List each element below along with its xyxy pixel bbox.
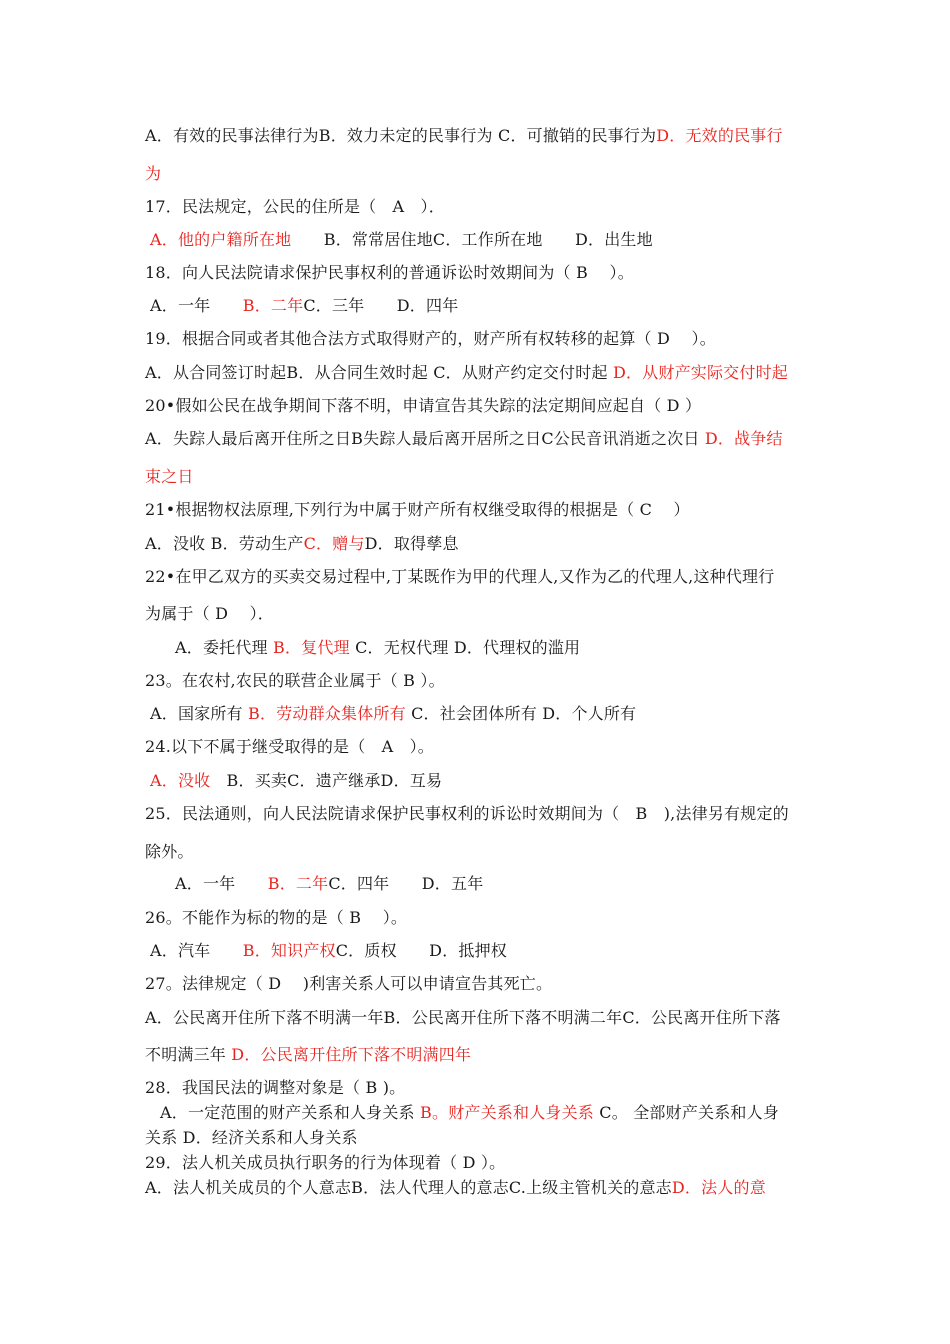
text-segment: A．没收 B．劳动生产 [145, 534, 304, 553]
text-segment: B．常常居住地C．工作所在地 D．出生地 [291, 230, 653, 249]
answer-highlight: B．复代理 [273, 638, 350, 657]
text-segment: 除外。 [145, 842, 194, 861]
text-segment: D．取得孳息 [364, 534, 459, 553]
text-line [145, 1178, 815, 1198]
text-segment: C．四年 D．五年 [328, 874, 484, 893]
answer-highlight: 为 [145, 164, 162, 183]
text-line [145, 500, 815, 520]
text-line [145, 671, 815, 691]
text-line [145, 974, 815, 994]
text-segment: C。 全部财产关系和人身 [594, 1103, 780, 1122]
text-line [145, 396, 815, 416]
text-segment: A．国家所有 [150, 704, 249, 723]
text-segment: C．质权 D．抵押权 [335, 941, 508, 960]
text-line [145, 534, 815, 554]
text-line [145, 329, 815, 349]
text-segment: A．一年 [150, 296, 243, 315]
text-segment: 关系 D．经济关系和人身关系 [145, 1128, 358, 1147]
answer-highlight: A．他的户籍所在地 [150, 230, 292, 249]
answer-highlight: D．战争结 [704, 429, 783, 448]
text-line [150, 296, 820, 316]
answer-highlight: 束之日 [145, 467, 194, 486]
text-line [145, 164, 815, 184]
text-segment: 25．民法通则，向人民法院请求保护民事权利的诉讼时效期间为（ B ),法律另有规定的 [145, 804, 789, 823]
text-segment: 27。法律规定（ D )利害关系人可以申请宣告其死亡。 [145, 974, 553, 993]
answer-highlight: B．二年 [242, 296, 304, 315]
text-line [150, 230, 820, 250]
text-segment: C．社会团体所有 D．个人所有 [405, 704, 637, 723]
text-line [150, 704, 820, 724]
text-segment: 18．向人民法院请求保护民事权利的普通诉讼时效期间为（ B ）。 [145, 263, 634, 282]
text-segment: 20•假如公民在战争期间下落不明，申请宣告其失踪的法定期间应起自（ D ） [145, 396, 702, 415]
text-segment: 19．根据合同或者其他合法方式取得财产的，财产所有权转移的起算（ D ）。 [145, 329, 716, 348]
text-line [145, 467, 815, 487]
answer-highlight: B。财产关系和人身关系 [420, 1103, 595, 1122]
text-segment: 22•在甲乙双方的买卖交易过程中,丁某既作为甲的代理人,又作为乙的代理人,这种代理行 [145, 567, 775, 586]
text-line [145, 263, 815, 283]
text-segment: C．三年 D．四年 [303, 296, 459, 315]
text-line [145, 567, 815, 587]
answer-highlight: B．知识产权 [242, 941, 336, 960]
answer-highlight: D．无效的民事行 [656, 126, 783, 145]
text-segment: B．买卖C．遗产继承D．互易 [210, 771, 443, 790]
text-line [175, 638, 845, 658]
answer-highlight: A．没收 [150, 771, 211, 790]
text-line [145, 1153, 815, 1173]
text-line [160, 1103, 830, 1123]
text-line [175, 874, 845, 894]
text-segment: C．无权代理 D．代理权的滥用 [349, 638, 581, 657]
text-segment: 17．民法规定，公民的住所是（ A ）． [145, 197, 445, 216]
text-segment: A．汽车 [150, 941, 243, 960]
text-line [145, 842, 815, 862]
text-segment: 26。不能作为标的物的是（ B ）。 [145, 908, 408, 927]
text-line [145, 1078, 815, 1098]
answer-highlight: B．二年 [267, 874, 329, 893]
text-segment: A．一年 [175, 874, 268, 893]
text-segment: 21•根据物权法原理,下列行为中属于财产所有权继受取得的根据是（ C ） [145, 500, 690, 519]
text-segment: 28．我国民法的调整对象是（ B )。 [145, 1078, 406, 1097]
text-line [145, 908, 815, 928]
text-segment: A．从合同签订时起B．从合同生效时起 C．从财产约定交付时起 [145, 363, 613, 382]
answer-highlight: D．法人的意 [671, 1178, 766, 1197]
text-line [145, 737, 815, 757]
text-line [145, 197, 815, 217]
answer-highlight: D．公民离开住所下落不明满四年 [231, 1045, 472, 1064]
text-line [145, 1045, 815, 1065]
text-segment: 29．法人机关成员执行职务的行为体现着（ D ）。 [145, 1153, 506, 1172]
text-line [145, 1008, 815, 1028]
text-segment: A．法人机关成员的个人意志B．法人代理人的意志C.上级主管机关的意志 [145, 1178, 672, 1197]
text-line [150, 771, 820, 791]
text-line [145, 126, 815, 146]
text-line [145, 1128, 815, 1148]
text-segment: 为属于（ D ）． [145, 604, 275, 623]
text-line [145, 604, 815, 624]
text-segment: 不明满三年 [145, 1045, 232, 1064]
text-segment: 24.以下不属于继受取得的是（ A ）。 [145, 737, 435, 756]
answer-highlight: C．赠与 [303, 534, 365, 553]
text-line [150, 941, 820, 961]
answer-highlight: D．从财产实际交付时起 [612, 363, 788, 382]
text-segment: A．公民离开住所下落不明满一年B．公民离开住所下落不明满二年C．公民离开住所下落 [145, 1008, 781, 1027]
text-line [145, 429, 815, 449]
answer-highlight: B．劳动群众集体所有 [248, 704, 406, 723]
text-segment: A．一定范围的财产关系和人身关系 [160, 1103, 421, 1122]
text-segment: A．委托代理 [175, 638, 274, 657]
text-line [145, 363, 815, 383]
text-line [145, 804, 815, 824]
text-segment: A．有效的民事法律行为B．效力未定的民事行为 C．可撤销的民事行为 [145, 126, 657, 145]
text-segment: 23。在农村,农民的联营企业属于（ B ）。 [145, 671, 445, 690]
text-segment: A．失踪人最后离开住所之日B失踪人最后离开居所之日C公民音讯消逝之次日 [145, 429, 705, 448]
